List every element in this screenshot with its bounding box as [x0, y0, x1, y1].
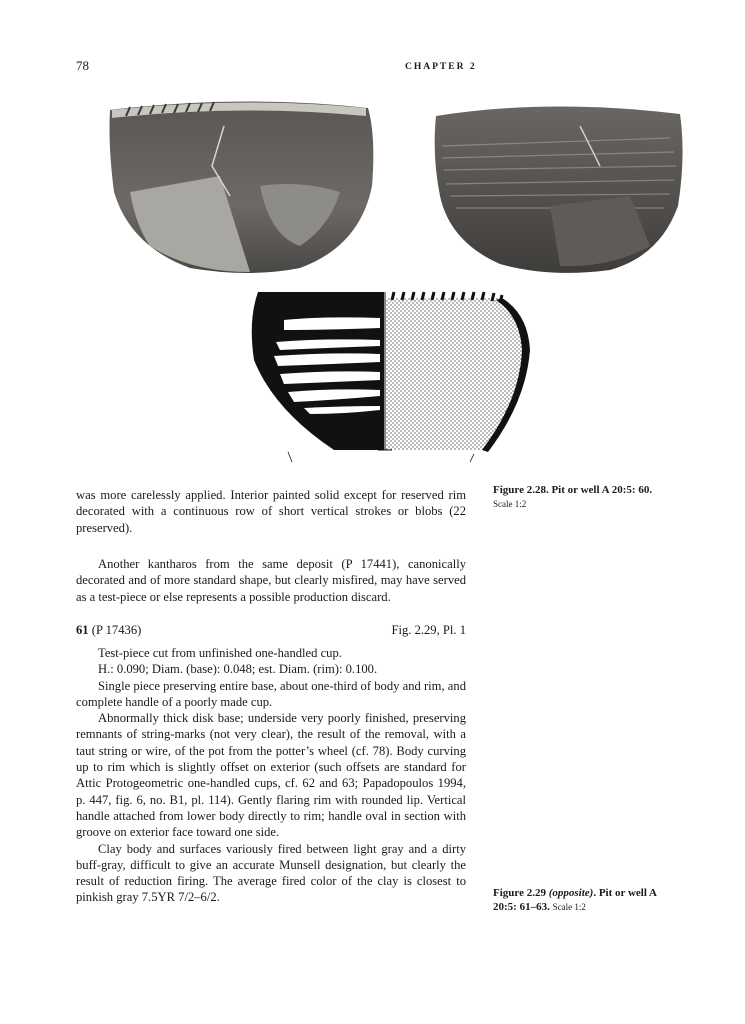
catalog-entry-heading [76, 623, 466, 638]
photo-kantharos-reverse [430, 96, 687, 278]
photo-kantharos-exterior [100, 96, 378, 278]
figure-2-29-caption [493, 886, 663, 914]
catalog-line: Single piece preserving entire base, about one-third of body and rim, and complete handle of a poorly made cup. [76, 678, 466, 709]
catalog-line: H.: 0.090; Diam. (base): 0.048; est. Diam. (rim): 0.100. [98, 662, 378, 677]
caption-fig-number: Figure 2.29 [493, 887, 546, 899]
figure-2-28-caption [493, 483, 663, 511]
catalog-line: Abnormally thick disk base; underside very poorly finished, preserving remnants of string-marks (not very clear), the result of the removal, with a taut string or wire, of the pot from the potter’s wheel (cf. 78). Body curving up to rim which is slightly offset on exterior (such offsets are standard for Attic Protogeometric one-handled cups, cf. 62 and 63; Papadopoulos 1994, p. 447, fig. 6, no. B1, pl. 114). Gently flaring rim with rounded lip. Vertical handle attached from lower body directly to rim; handle oval in section with groove on exterior face toward one side. [76, 711, 466, 840]
catalog-number: 61 [76, 623, 89, 637]
caption-opposite: (opposite) [548, 887, 594, 899]
page-number: 78 [76, 58, 89, 73]
paragraph-continued: was more carelessly applied. Interior painted solid except for reserved rim decorated with a continuous row of short vertical strokes or blobs (22 preserved). [76, 488, 466, 535]
catalog-entry-body [76, 645, 466, 906]
caption-title: Figure 2.28. Pit or well A 20:5: 60. [493, 484, 653, 496]
catalog-line: Clay body and surfaces variously fired between light gray and a dirty buff-gray, difficult to give an accurate Munsell designation, but clearly the result of reduction firing. The average fired color of the clay is closest to pinkish gray 7.5YR 7/2–6/2. [76, 841, 466, 905]
caption-scale: Scale 1:2 [493, 499, 527, 509]
caption-title: . Pit or well A 20:5: 61–63. [493, 887, 657, 913]
catalog-line: Test-piece cut from unfinished one-handled cup. [98, 646, 342, 660]
paragraph-kantharos: Another kantharos from the same deposit (P 17441), canonically decorated and of more standard shape, but clearly misfired, may have served as a test-piece or else represents a possible production discard. [76, 557, 466, 604]
catalog-figure-ref: Fig. 2.29, Pl. 1 [391, 623, 466, 637]
catalog-inventory: (P 17436) [91, 623, 142, 637]
caption-scale: Scale 1:2 [552, 902, 586, 912]
running-head: CHAPTER 2 [405, 62, 477, 72]
profile-drawing [244, 290, 534, 466]
